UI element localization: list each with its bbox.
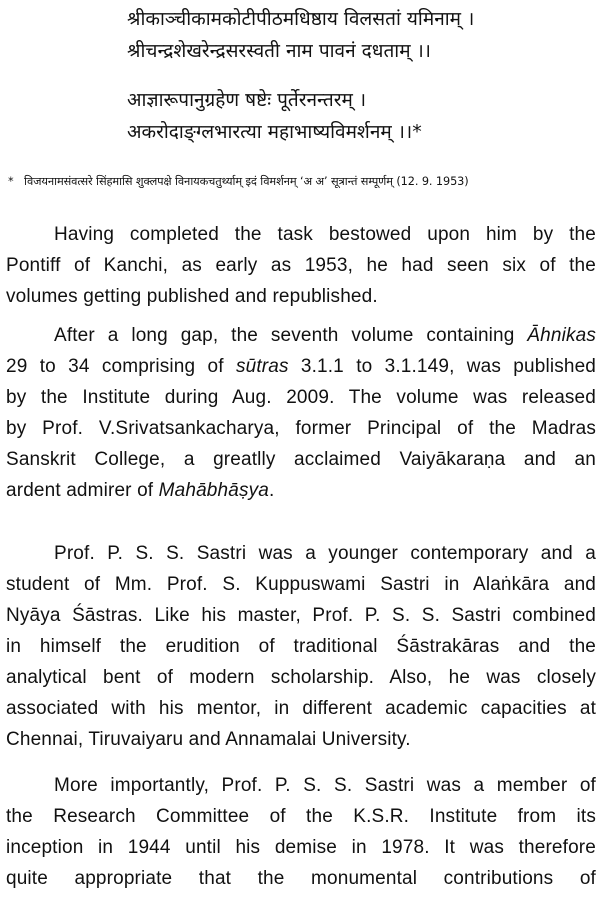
paragraph-line: Chennai, Tiruvaiyaru and Annamalai University. <box>6 729 411 750</box>
verse-line: अकरोदाङ्ग्लभारत्या महाभाष्यविमर्शनम् ।।* <box>127 121 422 143</box>
italic-term: Mahābhāṣya <box>158 480 269 501</box>
footnote-text: विजयनामसंवत्सरे सिंहमासि शुक्लपक्षे विनायकचतुर्थ्याम् इदं विमर्शनम् ‘अ अ’ सूत्रान्तं सम्पूर्णम् (12. 9. 1953) <box>24 175 469 188</box>
paragraph-line: volumes getting published and republished. <box>6 286 378 307</box>
italic-term: sūtras <box>235 356 289 377</box>
paragraph-line: ardent admirer of Mahābhāṣya. <box>6 480 275 501</box>
paragraph-line: Prof. P. S. S. Sastri was a younger contemporary and a <box>54 543 596 564</box>
verse-line: श्रीचन्द्रशेखरेन्द्रसरस्वती नाम पावनं दधताम् ।। <box>127 40 432 62</box>
paragraph-line: quite appropriate that the monumental contributions of <box>6 868 596 889</box>
verse-line: श्रीकाञ्चीकामकोटीपीठमधिष्ठाय विलसतां यमिनाम् । <box>127 8 475 30</box>
paragraph-line: Nyāya Śāstras. Like his master, Prof. P. S. S. Sastri combined <box>6 605 596 626</box>
paragraph-line: by Prof. V.Srivatsankacharya, former Principal of the Madras <box>6 418 596 439</box>
italic-term: Āhnikas <box>527 325 596 346</box>
paragraph-2 <box>6 320 596 506</box>
paragraph-line: student of Mm. Prof. S. Kuppuswami Sastri in Alaṅkāra and <box>6 574 596 595</box>
paragraph-line: the Research Committee of the K.S.R. Institute from its <box>6 806 596 827</box>
paragraph-1 <box>6 219 596 312</box>
paragraph-line: by the Institute during Aug. 2009. The volume was released <box>6 387 596 408</box>
paragraph-line: Sanskrit College, a greatlly acclaimed Vaiyākaraṇa and an <box>6 449 596 470</box>
paragraph-4 <box>6 770 596 894</box>
paragraph-line: analytical bent of modern scholarship. Also, he was closely <box>6 667 596 688</box>
paragraph-line: After a long gap, the seventh volume containing Āhnikas <box>54 325 596 346</box>
paragraph-line: Pontiff of Kanchi, as early as 1953, he had seen six of the <box>6 255 596 276</box>
paragraph-line: Having completed the task bestowed upon him by the <box>54 224 596 245</box>
footnote <box>8 174 594 190</box>
paragraph-3 <box>6 538 596 755</box>
paragraph-line: inception in 1944 until his demise in 1978. It was therefore <box>6 837 596 858</box>
paragraph-line: 29 to 34 comprising of sūtras 3.1.1 to 3.1.149, was published <box>6 356 596 377</box>
verse-block-2 <box>127 86 587 150</box>
paragraph-line: associated with his mentor, in different academic capacities at <box>6 698 596 719</box>
paragraph-line: More importantly, Prof. P. S. S. Sastri was a member of <box>54 775 596 796</box>
footnote-marker: * <box>8 175 14 188</box>
verse-block-1 <box>127 5 587 69</box>
verse-line: आज्ञारूपानुग्रहेण षष्टेः पूर्तेरनन्तरम् । <box>127 89 367 111</box>
paragraph-line: in himself the erudition of traditional Śāstrakāras and the <box>6 636 596 657</box>
